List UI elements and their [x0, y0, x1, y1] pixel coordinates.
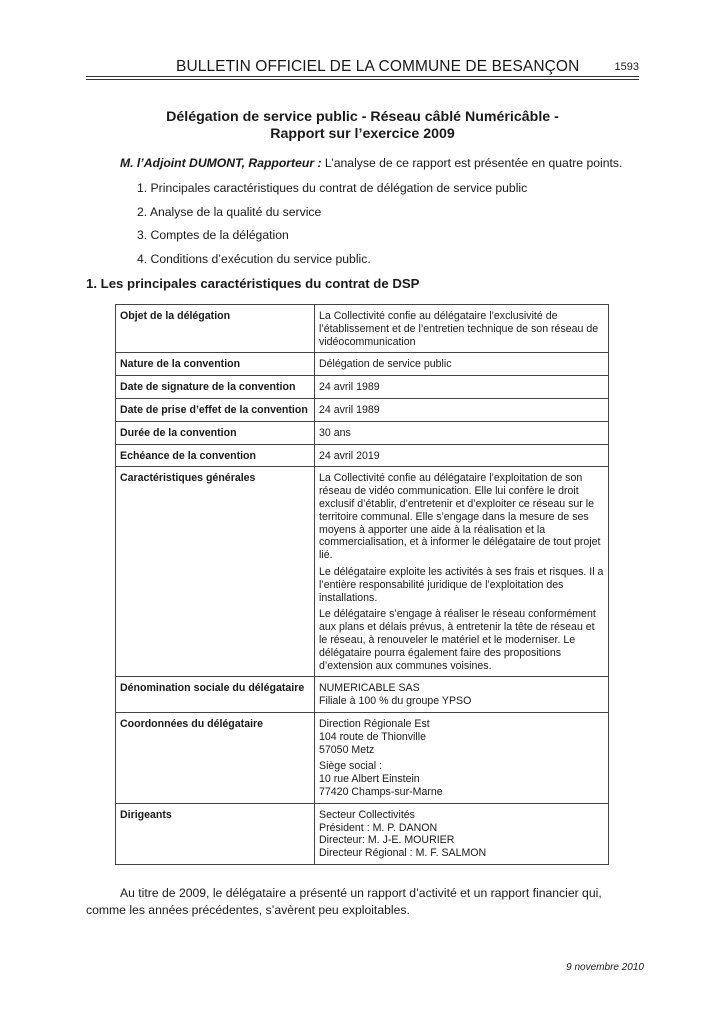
conclusion-paragraph: Au titre de 2009, le délégataire a présenté un rapport d’activité et un rapport financier qui, comme les années précédentes, s’avèrent peu exploitables.	[86, 886, 602, 917]
header-rule	[86, 76, 639, 77]
list-item: 1. Principales caractéristiques du contrat de délégation de service public	[137, 181, 528, 195]
row-value-paragraph: 24 avril 1989	[319, 381, 380, 394]
row-value-paragraph: 24 avril 1989	[319, 403, 380, 416]
row-value-paragraph: Siège social : 10 rue Albert Einstein 77420 Champs-sur-Marne	[319, 760, 443, 798]
list-item: 2. Analyse de la qualité du service	[137, 204, 322, 219]
row-value	[315, 467, 609, 677]
table-row	[116, 803, 609, 864]
section-heading: 1. Les principales caractéristiques du contrat de DSP	[86, 276, 420, 291]
row-value-paragraph: 30 ans	[319, 426, 351, 439]
dsp-characteristics-table	[115, 304, 609, 865]
table-row	[116, 305, 609, 353]
table-row	[116, 376, 609, 399]
row-label: Dénomination sociale du délégataire	[116, 677, 315, 713]
row-value	[315, 305, 609, 353]
speaker-name: M. l’Adjoint DUMONT, Rapporteur :	[120, 156, 322, 170]
row-value-paragraph: Direction Régionale Est 104 route de Thionville 57050 Metz	[319, 717, 430, 756]
bulletin-title: BULLETIN OFFICIEL DE LA COMMUNE DE BESANÇON	[176, 58, 580, 75]
row-label: Date de prise d’effet de la convention	[116, 398, 315, 421]
table-row	[116, 467, 609, 677]
row-value-paragraph: La Collectivité confie au délégataire l’exploitation de son réseau de vidéo communication. Elle lui confère le droit exclusif d’établir, d’entretenir et d’exploiter ce réseau sur le territoire communal. Elle s’engage dans la mesure de ses moyens à apporter une aide à la réalisation et la commercialisation, et à informer le délégataire de tout projet lié.	[319, 472, 601, 562]
document-title-line-2: Rapport sur l’exercice 2009	[270, 126, 455, 142]
document-title	[86, 109, 639, 143]
row-value-paragraph: Le délégataire exploite les activités à ses frais et risques. Il a l’entière responsabilité juridique de l’exploitation des installations.	[319, 565, 604, 604]
row-value	[315, 398, 609, 421]
row-label: Dirigeants	[116, 803, 315, 864]
row-value	[315, 421, 609, 444]
table-row	[116, 421, 609, 444]
row-value	[315, 677, 609, 713]
row-value-paragraph: 24 avril 2019	[319, 449, 380, 462]
row-value-paragraph: Délégation de service public	[319, 358, 452, 371]
row-label: Caractéristiques générales	[116, 467, 315, 677]
row-label: Echéance de la convention	[116, 444, 315, 467]
list-item: 4. Conditions d’exécution du service public.	[137, 251, 371, 266]
row-value-paragraph: Le délégataire s’engage à réaliser le réseau conformément aux plans et délais prévus, à entretenir la tête de réseau et le réseau, à renouveler le matériel et le moderniser. Le délégataire pourra également faire des propositions d’extension aux communes voisines.	[319, 608, 596, 672]
row-value	[315, 353, 609, 376]
row-label: Durée de la convention	[116, 421, 315, 444]
list-item: 3. Comptes de la délégation	[137, 228, 289, 242]
document-title-line-1: Délégation de service public - Réseau câblé Numéricâble -	[166, 109, 559, 125]
intro-text: L’analyse de ce rapport est présentée en quatre points.	[321, 156, 623, 170]
intro-paragraph	[120, 156, 622, 170]
table-row	[116, 712, 609, 803]
row-value-paragraph: La Collectivité confie au délégataire l’exclusivité de l’établissement et de l’entretien technique de son réseau de vidéocommunication	[319, 310, 599, 348]
row-value	[315, 376, 609, 399]
table-row	[116, 398, 609, 421]
row-label: Date de signature de la convention	[116, 376, 315, 399]
row-value-paragraph: NUMERICABLE SAS Filiale à 100 % du groupe YPSO	[319, 682, 472, 708]
row-label: Objet de la délégation	[116, 305, 315, 353]
header-rule	[86, 79, 639, 80]
row-label: Coordonnées du délégataire	[116, 712, 315, 803]
footer-date: 9 novembre 2010	[566, 962, 644, 973]
page-number: 1593	[614, 61, 639, 73]
table-row	[116, 677, 609, 713]
table-row	[116, 444, 609, 467]
table-row	[116, 353, 609, 376]
row-value	[315, 803, 609, 864]
row-label: Nature de la convention	[116, 353, 315, 376]
row-value	[315, 444, 609, 467]
row-value-paragraph: Secteur Collectivités Président : M. P. DANON Directeur: M. J-E. MOURIER Directeur Régional : M. F. SALMON	[319, 808, 487, 860]
row-value	[315, 712, 609, 803]
points-list	[137, 181, 527, 275]
